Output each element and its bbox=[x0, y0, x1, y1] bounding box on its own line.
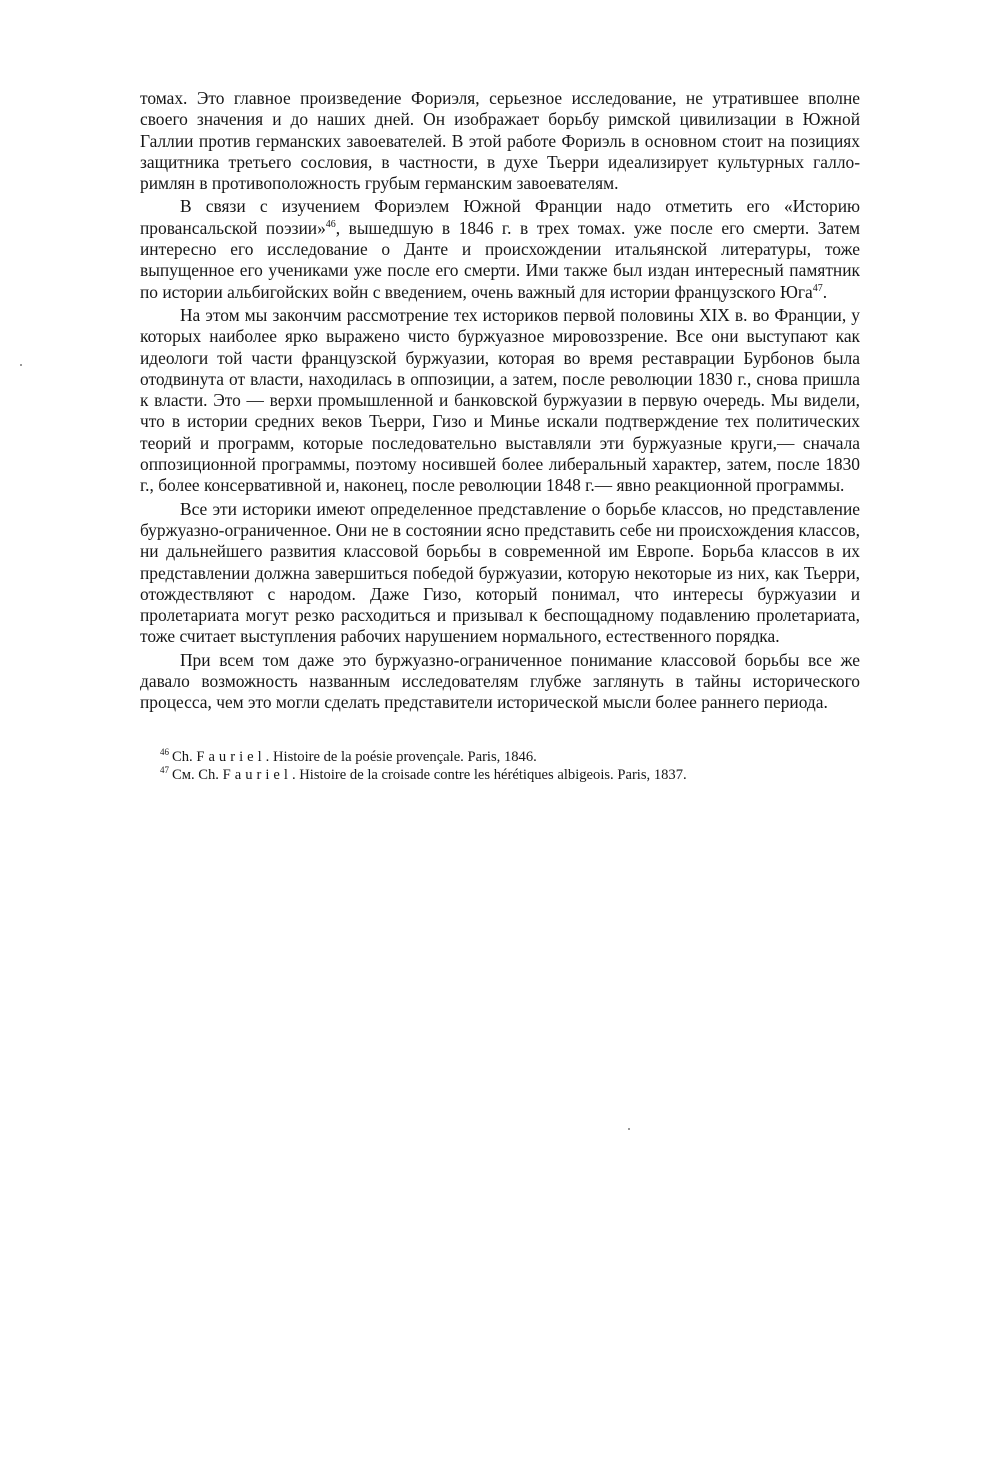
paragraph-1-text: томах. Это главное произведение Фориэля, серьезное исследование, не утратившее вполне своего значения и до наших дней. Он изображает борьбу римской цивилизации в Южной Галлии против германских завоевателей. В этой работе Фориэль в основном стоит на позициях защитника третьего сословия, в частности, в духе Тьерри идеализирует культурных галло-римлян в противоположность грубым германским завоевателям. bbox=[140, 88, 860, 194]
footnote-47-text: . Histoire de la croisade contre les hérétiques albigeois. Paris, 1837. bbox=[291, 766, 687, 783]
page-body bbox=[140, 88, 860, 784]
footnote-ref-46[interactable]: 46 bbox=[325, 218, 336, 230]
footnotes bbox=[140, 748, 860, 784]
scan-speck bbox=[20, 364, 22, 366]
paragraph-2-text-end: . bbox=[822, 281, 828, 302]
footnote-47-author: Fauriel bbox=[222, 766, 292, 783]
footnote-46-text: . Histoire de la poésie provençale. Paris, 1846. bbox=[265, 748, 537, 765]
paragraph-2-text-start: В связи с изучением Фориэлем Южной Франции надо отметить его «Историю провансальской поэзии» bbox=[140, 196, 860, 238]
paragraph-3 bbox=[140, 305, 860, 497]
footnote-47-prefix: См. Ch. bbox=[172, 766, 223, 783]
paragraph-4 bbox=[140, 499, 860, 648]
footnote-ref-47[interactable]: 47 bbox=[812, 282, 823, 294]
footnote-47 bbox=[140, 766, 860, 784]
footnote-47-number: 47 bbox=[160, 764, 169, 775]
paragraph-3-text: На этом мы закончим рассмотрение тех историков первой половины XIX в. во Франции, у которых наиболее ярко выражено чисто буржуазное мировоззрение. Все они выступают как идеологи той части французской буржуазии, которая во время реставрации Бурбонов была отодвинута от власти, находилась в оппозиции, а затем, после революции 1830 г., снова пришла к власти. Это — верхи промышленной и банковской буржуазии в первую очередь. Мы видели, что в истории средних веков Тьерри, Гизо и Минье искали подтверждение тех политических теорий и программ, которые последовательно выставляли эти буржуазные круги,— сначала оппозиционной программы, поэтому носившей более либеральный характер, затем, после 1830 г., более консервативной и, наконец, после революции 1848 г.— явно реакционной программы. bbox=[140, 304, 860, 496]
paragraph-2-text-middle: , вышедшую в 1846 г. в трех томах. уже после его смерти. Затем интересно его исследование о Данте и происхождении итальянской литературы, тоже выпущенное его учениками уже после его смерти. Ими также был издан интересный памятник по истории альбигойских войн с введением, очень важный для истории французского Юга bbox=[140, 217, 861, 302]
paragraph-5 bbox=[140, 650, 860, 714]
paragraph-2 bbox=[140, 196, 860, 302]
paragraph-5-text: При всем том даже это буржуазно-ограниченное понимание классовой борьбы все же давало возможность названным исследователям глубже заглянуть в тайны исторического процесса, чем это могли сделать представители исторической мысли более раннего периода. bbox=[140, 649, 860, 713]
footnote-46-prefix: Ch. bbox=[172, 748, 197, 765]
paragraph-1 bbox=[140, 88, 860, 194]
footnote-46-number: 46 bbox=[160, 746, 169, 757]
scan-speck bbox=[628, 1128, 630, 1130]
paragraph-4-text: Все эти историки имеют определенное представление о борьбе классов, но представление буржуазно-ограниченное. Они не в состоянии ясно представить себе ни происхождения классов, ни дальнейшего развития классовой борьбы в современной им Европе. Борьба классов в их представлении должна завершиться победой буржуазии, которую некоторые из них, как Тьерри, отождествляют с народом. Даже Гизо, который понимал, что интересы буржуазии и пролетариата могут резко расходиться и призывал к беспощадному подавлению пролетариата, тоже считает выступления рабочих нарушением нормального, естественного порядка. bbox=[140, 498, 860, 647]
footnote-46 bbox=[140, 748, 860, 766]
footnote-46-author: Fauriel bbox=[196, 748, 266, 765]
